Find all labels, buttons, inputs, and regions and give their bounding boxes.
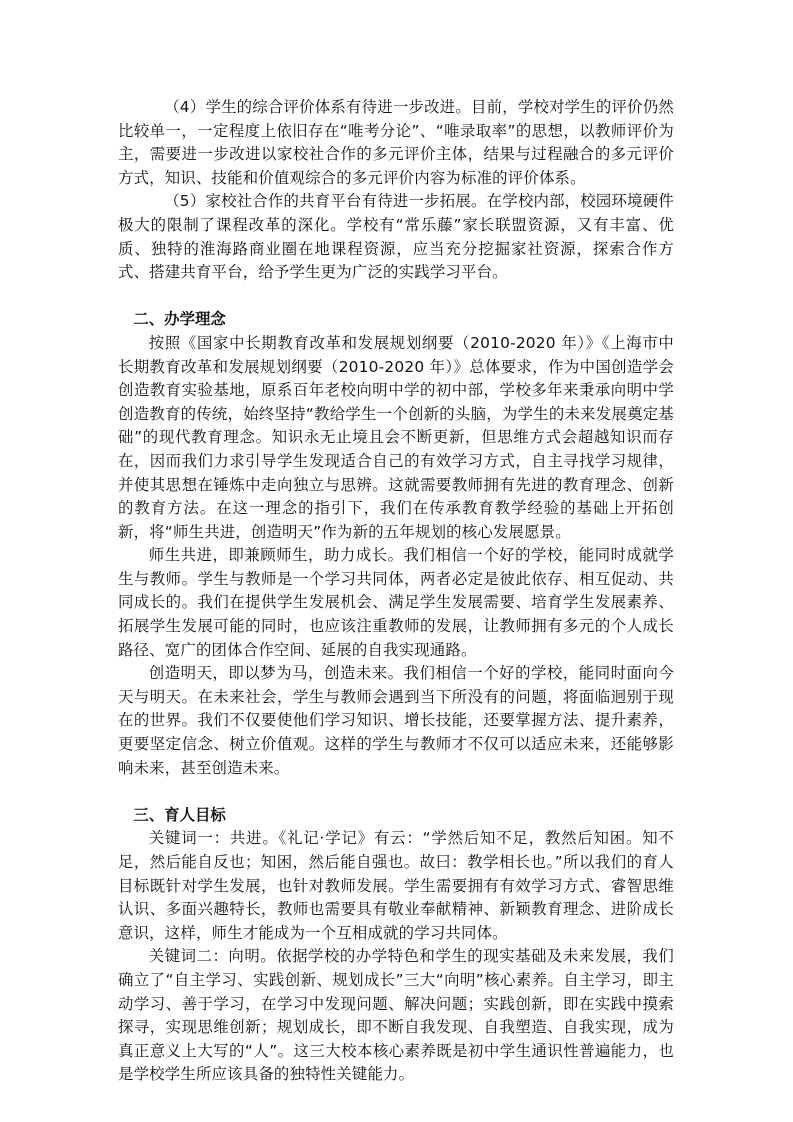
section-spacer	[118, 285, 674, 309]
section-spacer	[118, 780, 674, 804]
paragraph-philosophy-1: 按照《国家中长期教育改革和发展规划纲要（2010-2020 年）》《上海市中长期教育改革和发展规划纲要（2010-2020 年）》总体要求，作为中国创造学会创造教育实验基地，原系百年老校向明中学的初中部，学校多年来秉承向明中学创造教育的传统，始终坚持“教给学生一个创新的头脑，为学生的未来发展奠定基础”的现代教育理念。知识永无止境且会不断更新，但思维方式会超越知识而存在，因而我们力求引导学生发现适合自己的有效学习方式，自主寻找学习规律，并使其思想在锤炼中走向独立与思辨。这就需要教师拥有先进的教育理念、创新的教育方法。在这一理念的指引下，我们在传承教育教学经验的基础上开拓创新，将“师生共进，创造明天”作为新的五年规划的核心发展愿景。	[118, 333, 674, 541]
section-heading-goals: 三、育人目标	[133, 805, 226, 824]
section-heading-philosophy: 二、办学理念	[133, 310, 226, 329]
paragraph-philosophy-2: 师生共进，即兼顾师生，助力成长。我们相信一个好的学校，能同时成就学生与教师。学生与教师是一个学习共同体，两者必定是彼此依存、相互促动、共同成长的。我们在提供学生发展机会、满足学生发展需要、培育学生发展素养、拓展学生发展可能的同时，也应该注重教师的发展，让教师拥有多元的个人成长路径、宽广的团体合作空间、延展的自我实现通路。	[118, 546, 674, 659]
paragraph-philosophy-3: 创造明天，即以梦为马，创造未来。我们相信一个好的学校，能同时面向今天与明天。在未来社会，学生与教师会遇到当下所没有的问题，将面临迥别于现在的世界。我们不仅要使他们学习知识、增长技能，还要掌握方法、提升素养，更要坚定信念、树立价值观。这样的学生与教师才不仅可以适应未来，还能够影响未来，甚至创造未来。	[118, 664, 674, 777]
paragraph-problem-4: （4）学生的综合评价体系有待进一步改进。目前，学校对学生的评价仍然比较单一，一定程度上依旧存在“唯考分论”、“唯录取率”的思想，以教师评价为主，需要进一步改进以家校社合作的多元评价主体，结果与过程融合的多元评价方式，知识、技能和价值观综合的多元评价内容为标准的评价体系。	[118, 98, 674, 187]
paragraph-goals-2: 关键词二：向明。依据学校的办学特色和学生的现实基础及未来发展，我们确立了“自主学习、实践创新、规划成长”三大“向明”核心素养。自主学习，即主动学习、善于学习，在学习中发现问题、解决问题；实践创新，即在实践中摸索探寻，实现思维创新；规划成长，即不断自我发现、自我塑造、自我实现，成为真正意义上大写的“人”。这三大校本核心素养既是初中学生通识性普遍能力，也是学校学生所应该具备的独特性关键能力。	[118, 947, 674, 1084]
paragraph-goals-1: 关键词一：共进。《礼记·学记》有云：“学然后知不足，教然后知困。知不足，然后能自反也；知困，然后能自强也。故曰：教学相长也。”所以我们的育人目标既针对学生发展，也针对教师发展。学生需要拥有有效学习方式、睿智思维认识、多面兴趣特长，教师也需要具有敬业奉献精神、新颖教育理念、进阶成长意识，这样，师生才能成为一个互相成就的学习共同体。	[118, 829, 674, 942]
document-body	[118, 96, 674, 1087]
paragraph-problem-5: （5）家校社合作的共育平台有待进一步拓展。在学校内部，校园环境硬件极大的限制了课程改革的深化。学校有“常乐藤”家长联盟资源，又有丰富、优质、独特的淮海路商业圈在地课程资源，应当充分挖掘家社资源，探索合作方式、搭建共育平台，给予学生更为广泛的实践学习平台。	[118, 192, 674, 282]
